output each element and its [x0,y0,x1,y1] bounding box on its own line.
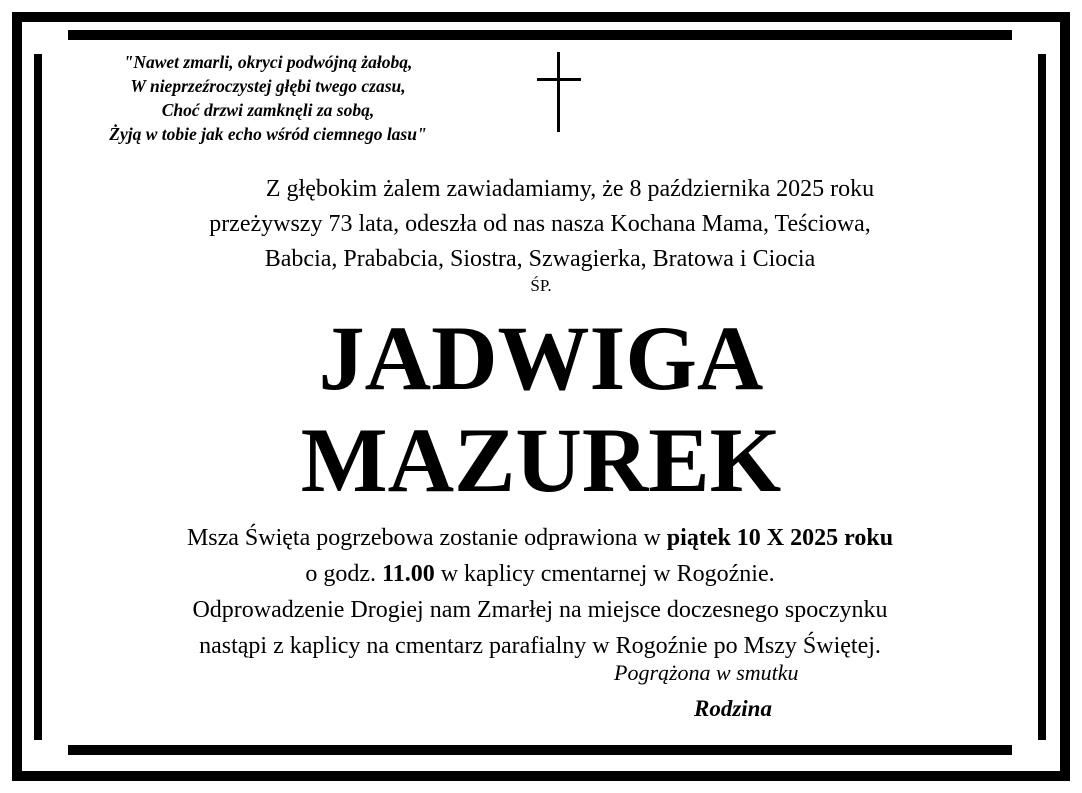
poem-line: Żyją w tobie jak echo wśród ciemnego lasu" [109,124,427,144]
funeral-details [40,520,1040,664]
mass-time-line [40,556,1040,592]
bottom-border-bar [68,745,1012,755]
mass-info-text: Msza Święta pogrzebowa zostanie odprawiona w [186,525,667,551]
memorial-poem [56,50,480,146]
deceased-first-name: JADWIGA [318,307,764,409]
mass-info-line [40,520,1040,556]
announcement-text [70,172,1010,277]
top-border-bar [68,30,1012,40]
announcement-line: Z głębokim żalem zawiadamiamy, że 8 października 2025 roku [265,176,875,202]
announcement-line: przeżywszy 73 lata, odeszła od nas nasza Kochana Mama, Teściowa, [209,211,871,237]
procession-line: Odprowadzenie Drogiej nam Zmarłej na miejsce doczesnego spoczynku [192,597,888,623]
mass-location: w kaplicy cmentarnej w Rogoźnie. [434,561,775,587]
poem-line: W nieprzeźroczystej głębi twego czasu, [130,76,406,96]
poem-line: Choć drzwi zamknęli za sobą, [161,100,375,120]
poem-line: "Nawet zmarli, okryci podwójną żałobą, [123,52,413,72]
mass-date: piątek 10 X 2025 roku [666,525,894,551]
deceased-last-name: MAZUREK [300,409,782,511]
mass-time-prefix: o godz. [305,561,383,587]
procession-line: nastąpi z kaplicy na cmentarz parafialny w Rogoźnie po Mszy Świętej. [199,633,881,659]
mass-time: 11.00 [382,561,435,587]
signoff-mourning: Pogrążona w smutku [614,660,799,685]
cross-icon [534,52,584,132]
signoff-family: Rodzina [694,696,772,721]
announcement-line: Babcia, Prababcia, Siostra, Szwagierka, Bratowa i Ciocia [264,246,816,272]
name-prefix: ŚP. [530,276,552,295]
